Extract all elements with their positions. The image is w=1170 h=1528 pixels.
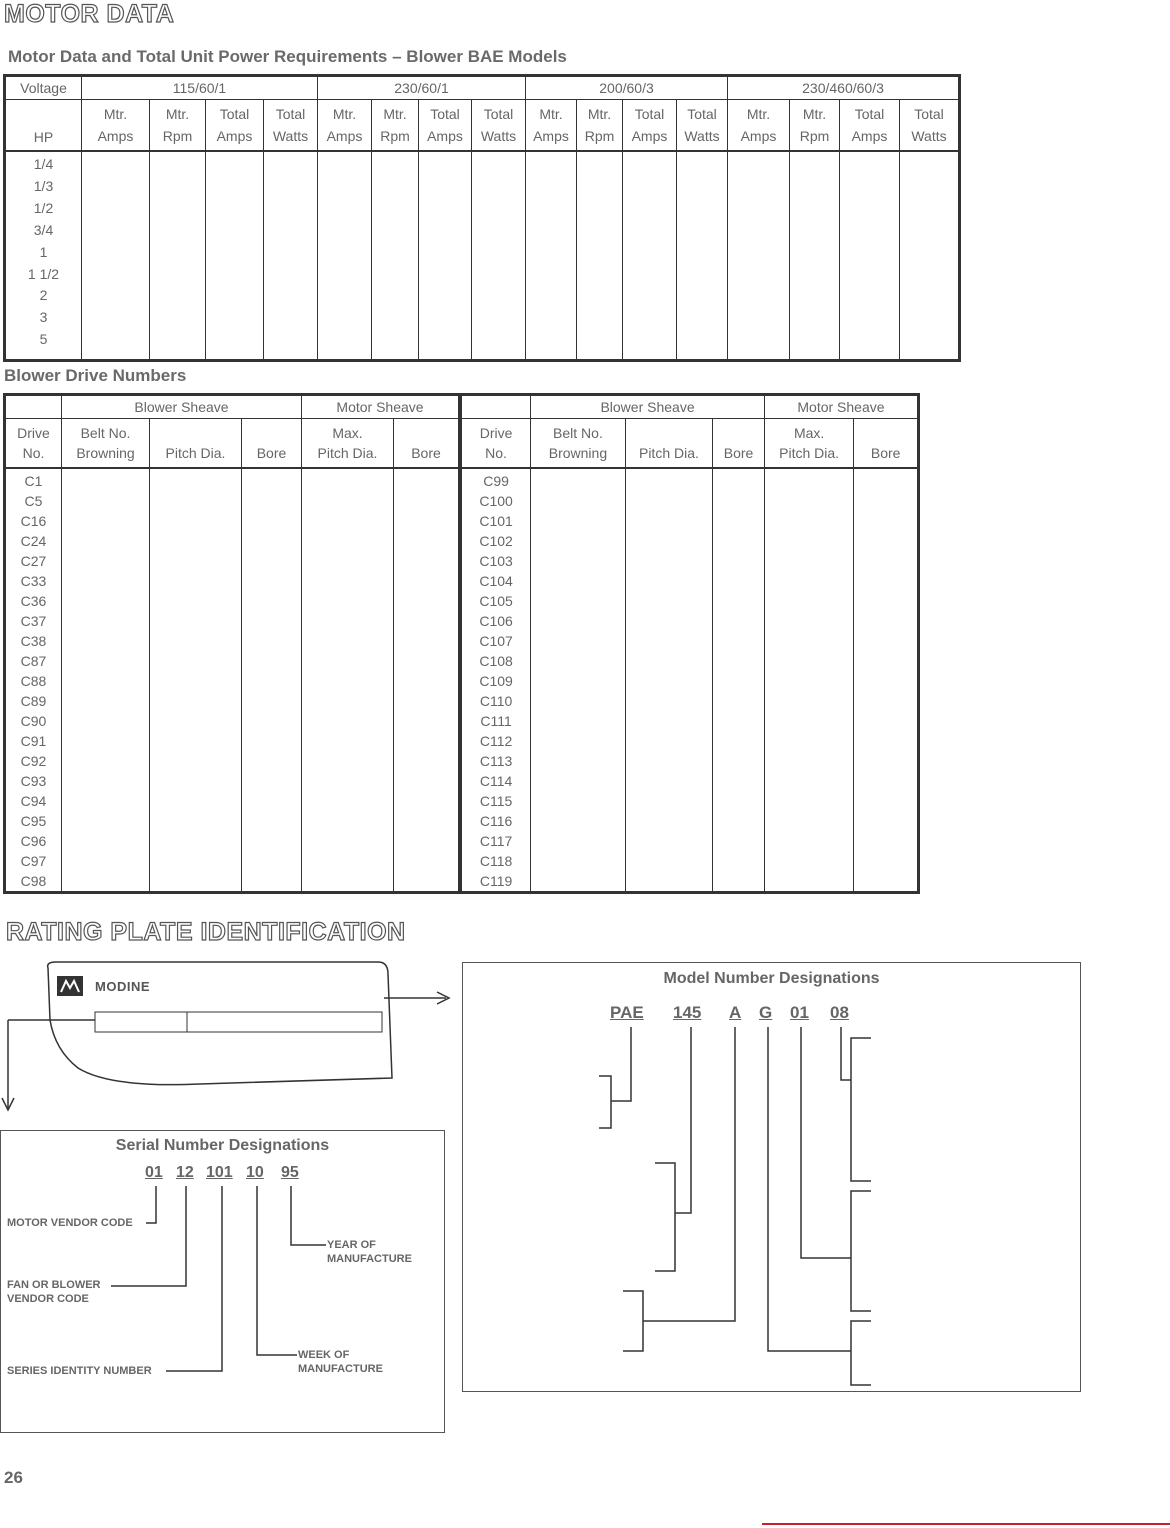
motor-subheader-2-1 (577, 100, 623, 152)
motor-subheader-0-2 (206, 100, 264, 152)
motor-data-cell (840, 151, 900, 361)
blower-sheave-header-right: Blower Sheave (531, 395, 765, 419)
pitch-dia-label-right: Pitch Dia. (625, 419, 712, 469)
motor-subheader-line2: Rpm (799, 128, 830, 144)
motor-subheader-0-0 (82, 100, 150, 152)
motor-subheader-line2: Watts (684, 128, 720, 144)
max-label-right: Max. (793, 425, 825, 441)
hp-header: HP (5, 100, 82, 152)
hp-values: 1/4 1/3 1/2 3/4 1 1 1/2 2 3 5 (5, 151, 82, 361)
motor-subheader-line1: Total (219, 106, 250, 122)
motor-subheader-2-0 (526, 100, 577, 152)
serial-code-10: 10 (246, 1164, 264, 1181)
motor-subheader-line1: Mtr. (383, 106, 407, 122)
serial-code-01: 01 (145, 1164, 163, 1181)
model-leader-lines (463, 963, 1080, 1391)
fan-vendor-label-1: FAN OR BLOWER (7, 1279, 101, 1291)
motor-data-cell (150, 151, 206, 361)
motor-bore-label: Bore (394, 419, 460, 469)
max-pitch-label-right: Pitch Dia. (779, 445, 840, 461)
voltage-230-60-1: 230/60/1 (318, 76, 526, 100)
motor-data-cell (206, 151, 264, 361)
motor-subheader-line1: Total (687, 106, 717, 122)
motor-subheader-1-3 (472, 100, 526, 152)
motor-data-cell (728, 151, 790, 361)
motor-subheader-line2: Amps (216, 128, 253, 144)
serial-code-12: 12 (176, 1164, 194, 1181)
week-label-1: WEEK OF (298, 1349, 350, 1361)
bore-label-right: Bore (713, 419, 765, 469)
max-pitch-label: Pitch Dia. (317, 445, 378, 461)
motor-subheader-line2: Amps (740, 128, 777, 144)
model-title: Model Number Designations (663, 970, 880, 987)
model-code-g: G (759, 1003, 773, 1022)
motor-subheader-line1: Mtr. (802, 106, 827, 122)
page-number: 26 (4, 1468, 23, 1487)
fan-vendor-label-2: VENDOR CODE (7, 1293, 89, 1305)
motor-subheader-line2: Rpm (584, 128, 615, 144)
motor-data-cell (472, 151, 526, 361)
model-code-a: A (729, 1003, 742, 1022)
browning-label: Browning (76, 445, 135, 461)
motor-subheader-line1: Total (275, 106, 306, 122)
blower-sheave-header: Blower Sheave (62, 395, 302, 419)
voltage-header: Voltage (5, 76, 82, 100)
motor-subheader-1-2 (419, 100, 472, 152)
motor-data-cell (526, 151, 577, 361)
motor-subheader-line2: Amps (97, 128, 134, 144)
drive-no-label-2: No. (22, 445, 45, 461)
drive-table-left (3, 393, 461, 894)
motor-bore-label-right: Bore (854, 419, 919, 469)
voltage-200-60-3: 200/60/3 (526, 76, 728, 100)
motor-data-title: MOTOR DATA (4, 0, 175, 28)
motor-data-cell (419, 151, 472, 361)
drive-no-label-right-2: No. (485, 445, 507, 461)
motor-vendor-label: MOTOR VENDOR CODE (7, 1217, 133, 1229)
motor-subheader-line1: Mtr. (587, 106, 612, 122)
week-label-2: MANUFACTURE (298, 1363, 383, 1375)
motor-subheader-1-1 (372, 100, 419, 152)
motor-subheader-line2: Amps (427, 128, 463, 144)
serial-code-95: 95 (281, 1164, 299, 1181)
serial-title: Serial Number Designations (115, 1137, 330, 1154)
motor-subheader-0-3 (264, 100, 318, 152)
drive-no-label-right: Drive (479, 425, 513, 441)
bore-label: Bore (242, 419, 302, 469)
motor-table-caption: Motor Data and Total Unit Power Requirements – Blower BAE Models (8, 47, 567, 66)
model-code-08: 08 (830, 1003, 849, 1022)
motor-subheader-1-0 (318, 100, 372, 152)
voltage-115-60-1: 115/60/1 (82, 76, 318, 100)
motor-subheader-line1: Total (483, 106, 514, 122)
model-code-145: 145 (673, 1003, 702, 1022)
motor-subheader-line2: Amps (851, 128, 888, 144)
motor-subheader-line2: Amps (326, 128, 363, 144)
right-drive-numbers: C99 C100 C101 C102 C103 C104 C105 C106 C107 C108 C109 C110 C111 C112 C113 C114 C115 C116 C117 C118 C119 (461, 468, 531, 893)
belt-no-label: Belt No. (80, 425, 131, 441)
browning-label-right: Browning (548, 445, 608, 461)
motor-subheader-line1: Mtr. (746, 106, 771, 122)
motor-subheader-line1: Total (634, 106, 665, 122)
motor-subheader-line2: Watts (911, 128, 947, 144)
footer-accent-line (762, 1523, 1170, 1525)
motor-data-cell (900, 151, 960, 361)
motor-subheader-line2: Watts (272, 128, 309, 144)
motor-data-cell (82, 151, 150, 361)
motor-subheader-line1: Total (430, 106, 460, 122)
voltage-230-460-60-3: 230/460/60/3 (728, 76, 960, 100)
pitch-dia-label: Pitch Dia. (150, 419, 242, 469)
model-number-box (462, 962, 1081, 1392)
motor-sheave-header-right: Motor Sheave (764, 395, 918, 419)
motor-sheave-header: Motor Sheave (302, 395, 460, 419)
motor-subheader-line1: Mtr. (103, 106, 128, 122)
motor-subheader-line2: Rpm (162, 128, 193, 144)
motor-data-cell (577, 151, 623, 361)
motor-subheader-line1: Total (854, 106, 885, 122)
motor-subheader-line2: Amps (631, 128, 668, 144)
motor-subheader-line2: Rpm (380, 128, 410, 144)
belt-no-label-right: Belt No. (553, 425, 603, 441)
drive-no-label: Drive (17, 425, 50, 441)
rating-plate-illustration (0, 960, 460, 1120)
model-code-01: 01 (790, 1003, 809, 1022)
motor-subheader-2-2 (623, 100, 677, 152)
motor-subheader-line2: Amps (533, 128, 569, 144)
drive-caption: Blower Drive Numbers (4, 366, 187, 385)
motor-subheader-line1: Mtr. (165, 106, 190, 122)
model-code-pae: PAE (610, 1003, 644, 1022)
motor-data-cell (623, 151, 677, 361)
serial-number-box (0, 1130, 445, 1433)
left-drive-numbers: C1 C5 C16 C24 C27 C33 C36 C37 C38 C87 C88 C89 C90 C91 C92 C93 C94 C95 C96 C97 C98 (5, 468, 62, 893)
motor-subheader-line1: Mtr. (332, 106, 357, 122)
motor-data-cell (264, 151, 318, 361)
motor-data-cell (677, 151, 728, 361)
motor-data-cell (372, 151, 419, 361)
motor-subheader-line2: Watts (480, 128, 517, 144)
max-label: Max. (332, 425, 363, 441)
motor-subheader-0-1 (150, 100, 206, 152)
rating-plate-title: RATING PLATE IDENTIFICATION (6, 918, 406, 946)
motor-subheader-line1: Mtr. (539, 106, 563, 122)
motor-data-table (3, 74, 961, 362)
motor-subheader-3-2 (840, 100, 900, 152)
modine-brand: MODINE (95, 979, 150, 994)
motor-subheader-2-3 (677, 100, 728, 152)
motor-data-cell (318, 151, 372, 361)
year-label-2: MANUFACTURE (327, 1253, 412, 1265)
motor-subheader-3-1 (790, 100, 840, 152)
motor-data-cell (790, 151, 840, 361)
drive-table-right (460, 393, 920, 894)
motor-subheader-line1: Total (914, 106, 944, 122)
motor-subheader-3-0 (728, 100, 790, 152)
year-label-1: YEAR OF (327, 1239, 376, 1251)
series-id-label: SERIES IDENTITY NUMBER (7, 1365, 152, 1377)
motor-subheader-3-3 (900, 100, 960, 152)
serial-code-101: 101 (206, 1164, 233, 1181)
